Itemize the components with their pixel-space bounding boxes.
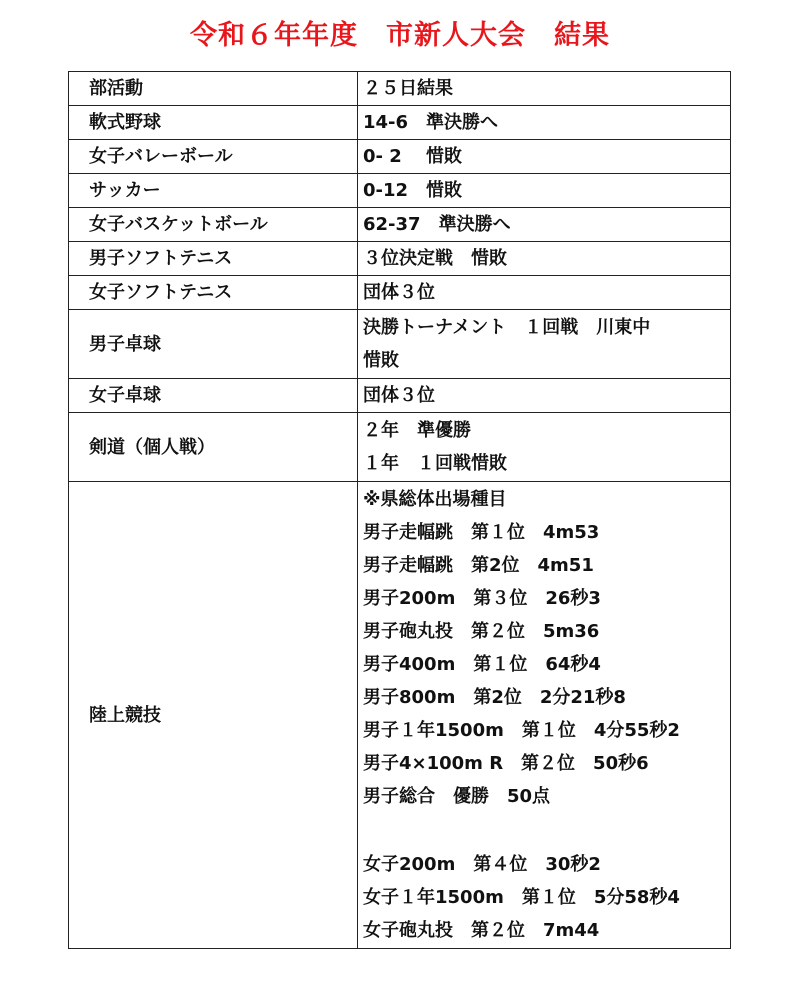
club-name-cell: 女子卓球 [69, 379, 358, 413]
result-line: 男子800m 第2位 2分21秒8 [363, 687, 626, 708]
results-table [68, 71, 731, 949]
result-cell [358, 174, 731, 208]
result-line: 団体３位 [363, 282, 435, 303]
result-line: 男子走幅跳 第2位 4m51 [363, 555, 594, 576]
result-line: 男子走幅跳 第１位 4m53 [363, 522, 600, 543]
result-line: 惜敗 [363, 350, 399, 371]
result-line: 女子砲丸投 第２位 7m44 [363, 920, 600, 941]
result-line: 男子4×100m R 第２位 50秒6 [363, 753, 649, 774]
club-name-cell: 女子ソフトテニス [69, 276, 358, 310]
table-header-row [69, 72, 731, 106]
header-club-cell: 部活動 [69, 72, 358, 106]
result-cell [358, 413, 731, 482]
result-line: 0-12 惜敗 [363, 180, 463, 201]
club-name-cell: 軟式野球 [69, 106, 358, 140]
club-name-cell: 陸上競技 [69, 482, 358, 949]
result-cell [358, 379, 731, 413]
result-cell [358, 242, 731, 276]
result-cell [358, 140, 731, 174]
table-row [69, 242, 731, 276]
table-row [69, 413, 731, 482]
result-line: 女子200m 第４位 30秒2 [363, 854, 601, 875]
result-cell [358, 106, 731, 140]
result-line: 団体３位 [363, 385, 435, 406]
table-row [69, 379, 731, 413]
result-cell [358, 310, 731, 379]
result-line: ※県総体出場種目 [363, 489, 507, 510]
table-row [69, 276, 731, 310]
table-row [69, 140, 731, 174]
result-line [363, 813, 730, 848]
header-result-cell: ２５日結果 [358, 72, 731, 106]
result-line: 男子砲丸投 第２位 5m36 [363, 621, 600, 642]
table-row [69, 482, 731, 949]
result-cell [358, 276, 731, 310]
result-line: 男子400m 第１位 64秒4 [363, 654, 601, 675]
result-line: 0- 2 惜敗 [363, 146, 463, 167]
result-cell [358, 482, 731, 949]
club-name-cell: 男子卓球 [69, 310, 358, 379]
result-cell [358, 208, 731, 242]
club-name-cell: 剣道（個人戦） [69, 413, 358, 482]
result-line: ２年 準優勝 [363, 420, 471, 441]
result-line: 62-37 準決勝へ [363, 214, 511, 235]
result-line: 女子１年1500m 第１位 5分58秒4 [363, 887, 680, 908]
result-line: １年 １回戦惜敗 [363, 453, 507, 474]
table-row [69, 174, 731, 208]
club-name-cell: 女子バスケットボール [69, 208, 358, 242]
result-line: 男子１年1500m 第１位 4分55秒2 [363, 720, 680, 741]
page-title: 令和６年年度 市新人大会 結果 [190, 20, 610, 51]
club-name-cell: サッカー [69, 174, 358, 208]
result-line: 決勝トーナメント １回戦 川東中 [363, 317, 651, 338]
result-line: ３位決定戦 惜敗 [363, 248, 507, 269]
club-name-cell: 男子ソフトテニス [69, 242, 358, 276]
result-line: 14-6 準決勝へ [363, 112, 499, 133]
table-row [69, 106, 731, 140]
result-line: 男子総合 優勝 50点 [363, 786, 551, 807]
result-line: 男子200m 第３位 26秒3 [363, 588, 601, 609]
table-row [69, 310, 731, 379]
club-name-cell: 女子バレーボール [69, 140, 358, 174]
table-row [69, 208, 731, 242]
